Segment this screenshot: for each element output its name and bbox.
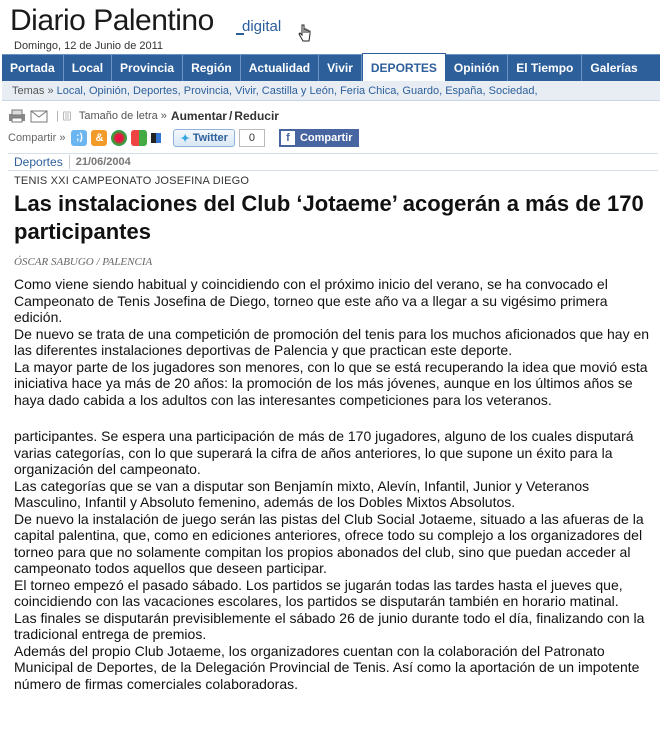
topics-label: Temas » [12,84,54,97]
nav-actualidad[interactable]: Actualidad [241,55,319,81]
tools-divider: | [56,110,59,122]
article-meta-bar [8,153,658,171]
email-icon[interactable] [30,109,48,123]
share-toolbar [8,127,359,149]
main-nav [2,54,660,81]
nav-vivir[interactable]: Vivir [319,55,362,81]
meneame-icon[interactable]: & [91,130,107,146]
nav-local[interactable]: Local [64,55,112,81]
article-tools [8,107,279,125]
increase-font-button[interactable]: Aumentar [170,109,227,123]
share-label: Compartir » [8,132,66,144]
nav-galerias[interactable]: Galerías [590,61,638,75]
facebook-share-button[interactable] [279,129,359,147]
delicious-squares-icon[interactable] [151,133,161,143]
decrease-font-button[interactable]: Reducir [234,109,279,123]
current-date: Domingo, 12 de Junio de 2011 [14,40,164,52]
section-link[interactable]: Deportes [8,155,70,169]
site-logo[interactable]: Diario Palentino [10,4,214,37]
paragraph: El torneo empezó el pasado sábado. Los partidos se jugarán todas las tardes hasta el jueves que, coincidiendo con las vacaciones escolares, los partidos se disputarán también en horario matinal. [14,576,623,609]
hand-cursor-icon [298,24,312,44]
paragraph: De nuevo se trata de una competición de promoción del tenis para los muchos aficionados que hay en las diferentes instalaciones deportivas de Palencia y que practican este deporte. [14,325,650,358]
topics-bar [2,81,660,101]
paragraph: La mayor parte de los jugadores son menores, con lo que se está recuperando la idea que movió esta iniciativa hace ya más de 20 años: la promoción de los más jóvenes, aunque en los últimos años se haya dado cabida a los adultos con las interesantes competiciones para los veteranos. [14,358,648,408]
article-byline: ÓSCAR SABUGO / PALENCIA [14,256,153,268]
paragraph-gap [14,408,654,428]
article-body [14,276,654,692]
nav-region[interactable]: Región [183,55,241,81]
paragraph: participantes. Se espera una participación de más de 170 jugadores, alguno de los cuales disputará varias categorías, con lo que superará la cifra de años anteriores, lo que supone un éxito para la organización del campeonato. [14,428,634,477]
nav-el-tiempo[interactable]: El Tiempo [508,55,582,81]
font-size-icon [63,109,75,123]
nav-provincia[interactable]: Provincia [112,55,183,81]
windows-live-icon[interactable] [131,130,147,146]
font-separator: / [228,109,233,123]
paragraph: Como viene siendo habitual y coincidiendo con el próximo inicio del verano, se ha convocado el Campeonato de Tenis Josefina de Diego, torneo que este año va a llegar a su vigésimo primera edición. [14,276,608,325]
article-kicker: TENIS XXI CAMPEONATO JOSEFINA DIEGO [14,175,250,187]
twitter-bird-icon: ✦ [180,132,190,145]
paragraph: Las categorías que se van a disputar son Benjamín mixto, Alevín, Infantil, Junior y Veteranos Masculino, Infantil y Absoluto femenino, además de los Dobles Mixtos Absolutos. [14,477,590,510]
facebook-label: Compartir [299,132,353,144]
google-buzz-icon[interactable] [111,130,127,146]
twitter-count: 0 [239,129,265,147]
article-date: 21/06/2004 [75,156,131,168]
topics-links[interactable]: Local, Opinión, Deportes, Provincia, Vivir, Castilla y León, Feria Chica, Guardo, España, Sociedad, [56,84,538,97]
masthead [0,0,662,54]
paragraph: De nuevo la instalación de juego serán las pistas del Club Social Jotaeme, situado a las afueras de la capital palentina, que, como en ediciones anteriores, ofrece todo su complejo a los organizadores del torneo para que no solamente compitan los propios abonados del club, sino que puedan acceder al campeonato todos aquellos que deseen participar. [14,510,644,576]
paragraph: Además del propio Club Jotaeme, los organizadores cuentan con la colaboración del Patronato Municipal de Deportes, de la Delegación Provincial de Tenis. Así como la aportación de un impotente número de firmas comerciales colaboradoras. [14,642,640,692]
font-size-label: Tamaño de letra » [78,110,167,122]
logo-digital: digital [242,18,282,35]
nav-deportes[interactable]: DEPORTES [362,53,446,81]
delicious-icon[interactable]: ;) [71,130,87,146]
twitter-label: Twitter [192,132,228,144]
article-headline: Las instalaciones del Club ‘Jotaeme’ acogerán a más de 170 participantes [14,191,644,244]
print-icon[interactable] [8,109,26,123]
nav-opinion[interactable]: Opinión [446,55,508,81]
twitter-button[interactable] [173,129,234,147]
nav-portada[interactable]: Portada [2,55,64,81]
facebook-icon: f [281,131,295,145]
paragraph: Las finales se disputarán previsiblemente el sábado 26 de junio durante todo el día, finalizando con la tradicional entrega de premios. [14,609,645,642]
